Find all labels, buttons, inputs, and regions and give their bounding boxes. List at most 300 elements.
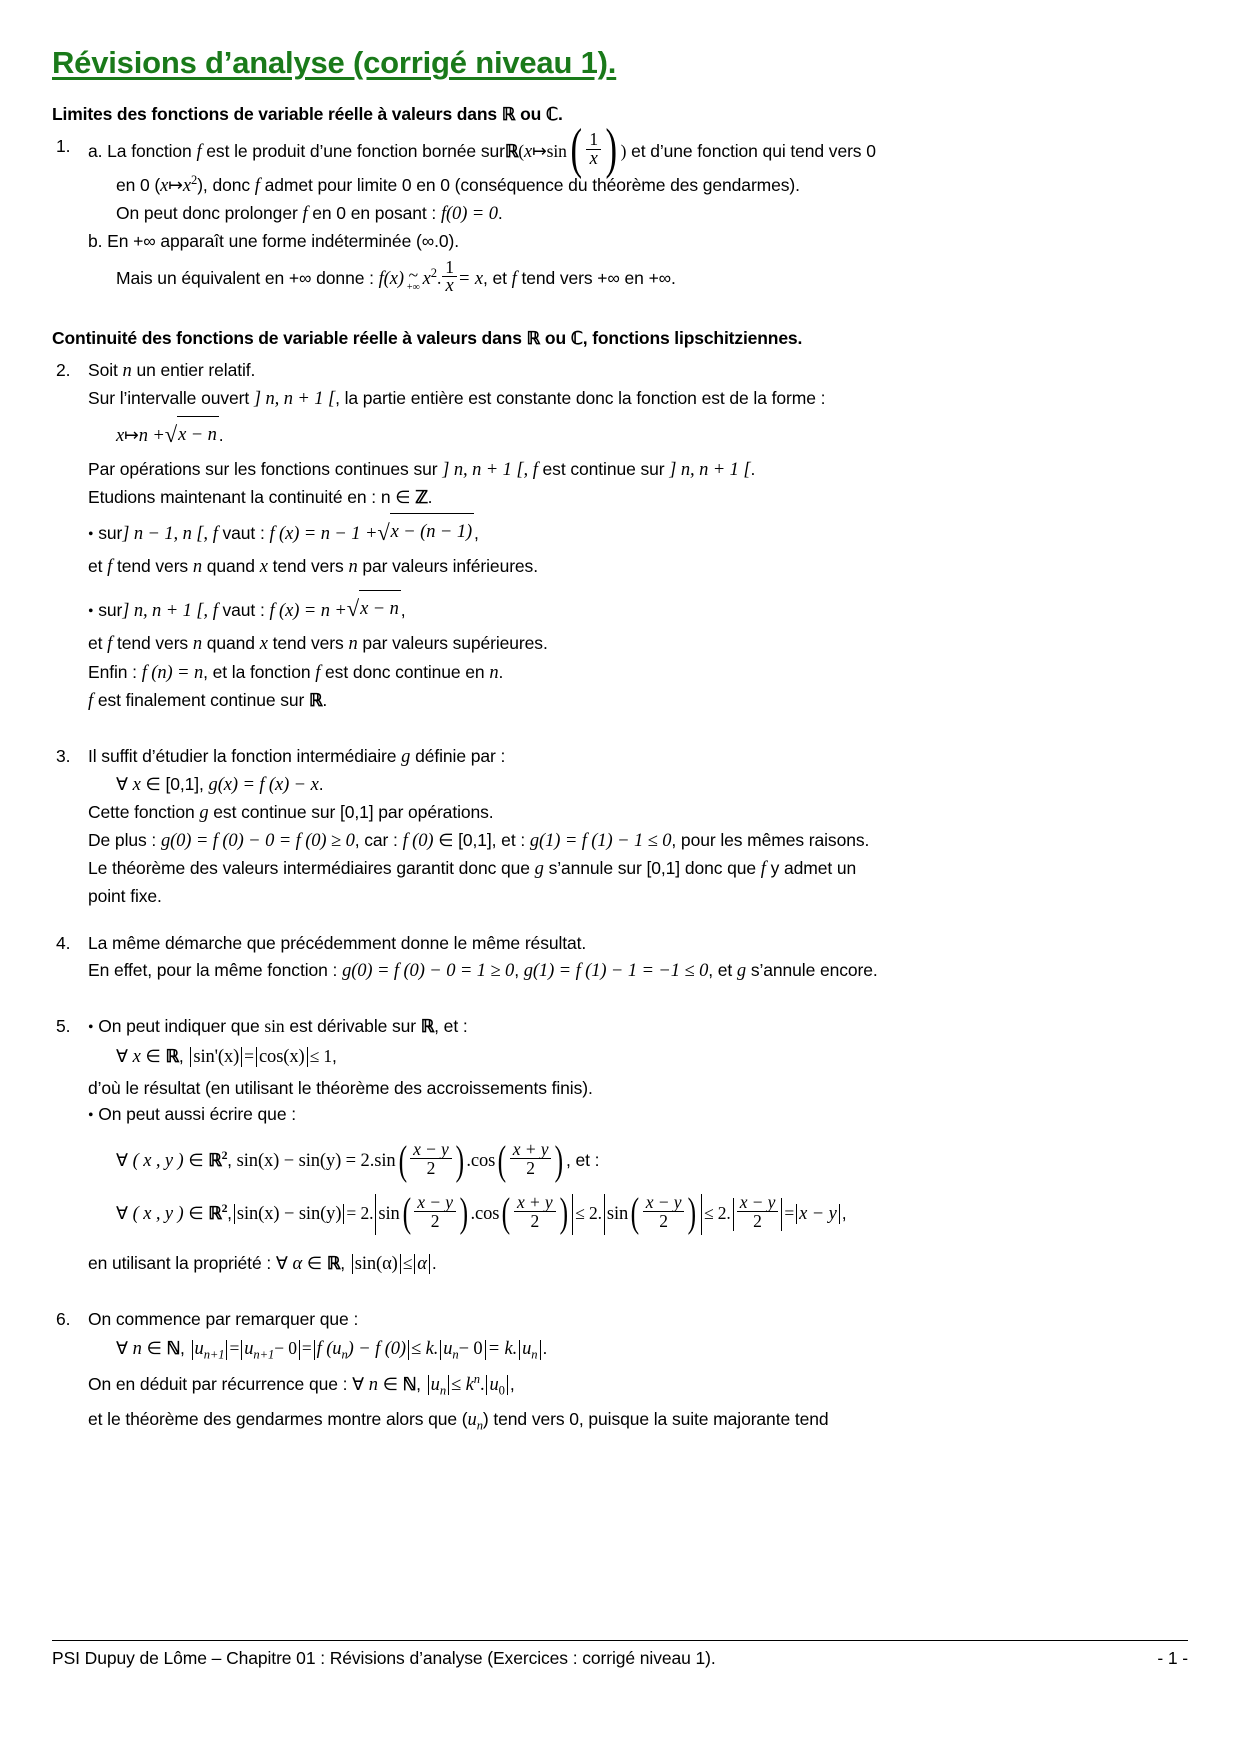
math-subscript: 0 <box>498 1383 505 1398</box>
math-u-n-plus-1 <box>194 1339 225 1363</box>
math-cos: .cos <box>470 1204 500 1225</box>
math-u: u <box>194 1339 204 1360</box>
math-set-R: ℝ <box>420 1015 435 1036</box>
math-in: ∈ <box>438 830 454 851</box>
fraction-numerator: 1 <box>442 258 457 277</box>
tilde-subscript: +∞ <box>406 282 420 293</box>
math-square-root <box>347 588 401 631</box>
math-f: f <box>532 459 538 480</box>
math-forall: ∀ <box>116 1338 128 1359</box>
text-fragment: . <box>542 1338 548 1359</box>
text-fragment: On en déduit par récurrence que : <box>88 1373 348 1394</box>
bullet-icon: • <box>88 602 94 620</box>
radical-icon: √ <box>377 519 390 545</box>
math-x-minus-y: x − y <box>799 1204 837 1225</box>
item-2-line-3 <box>88 413 1112 456</box>
math-equation-g1: g(1) = f (1) − 1 = −1 ≤ 0 <box>523 960 709 981</box>
math-f: f <box>212 600 218 621</box>
math-pair-xy: ( x , y ) <box>132 1204 184 1225</box>
item-3-line-4 <box>88 827 1112 855</box>
text-fragment: Par opérations sur les fonctions continues sur <box>88 458 438 479</box>
text-fragment: est finalement continue sur <box>97 689 305 710</box>
math-forall: ∀ <box>116 773 128 794</box>
item-6-line-4 <box>88 1403 1112 1438</box>
abs-bar-icon <box>485 1340 486 1360</box>
text-fragment: Soit <box>88 359 118 380</box>
text-fragment: , <box>227 1150 232 1171</box>
fraction-x-minus-y-over-2 <box>414 1193 456 1231</box>
math-forall: ∀ <box>116 1203 128 1224</box>
text-fragment: est donc continue en <box>325 661 485 682</box>
item-1a-line-3 <box>88 200 1112 228</box>
text-fragment: On peut donc prolonger <box>116 202 298 223</box>
math-x: x <box>116 426 125 447</box>
fraction-one-over-x <box>442 258 457 297</box>
text-fragment: , et la fonction <box>203 661 311 682</box>
math-n: n <box>192 557 202 578</box>
abs-bar-icon <box>604 1194 605 1234</box>
text-fragment: sur <box>98 599 123 620</box>
math-x-squared <box>182 172 198 196</box>
item-3-line-2 <box>88 771 1112 799</box>
abs-bar-icon <box>572 1194 573 1234</box>
math-mapsto: ↦ <box>124 425 139 446</box>
text-fragment: On peut aussi écrire que : <box>98 1104 296 1125</box>
item-number: 4. <box>56 932 71 953</box>
text-fragment: par valeurs supérieures. <box>362 633 548 654</box>
math-f: f <box>511 269 517 290</box>
text-fragment: De plus : <box>88 830 157 851</box>
text-fragment: tend vers <box>272 633 344 654</box>
math-f-un: f (u <box>316 1339 342 1360</box>
item-4-line-2 <box>88 957 1112 985</box>
text-fragment: , <box>340 1252 345 1273</box>
math-leq-k: ≤ k. <box>411 1339 439 1360</box>
math-u: u <box>522 1339 532 1360</box>
paren-close-icon: ) <box>605 118 618 181</box>
item-3-line-6: point fixe. <box>88 886 162 907</box>
text-fragment: . <box>318 773 324 794</box>
abs-bar-icon <box>448 1375 449 1395</box>
item-2-line-5 <box>88 484 1112 511</box>
math-set-R <box>208 1150 227 1170</box>
paren-open-icon: ( <box>402 1189 411 1236</box>
math-forall: ∀ <box>352 1373 365 1394</box>
item-number: 3. <box>56 745 71 766</box>
text-fragment: en 0 en posant : <box>312 202 437 223</box>
item-number: 2. <box>56 359 71 380</box>
abs-bar-icon <box>507 1375 508 1395</box>
item-5-bullet-1 <box>88 1013 1112 1040</box>
math-set-Z: ℤ <box>415 487 428 508</box>
math-comma: , <box>203 523 208 544</box>
paren-open-icon: ( <box>630 1189 640 1236</box>
math-u-n <box>467 1409 483 1433</box>
fraction-numerator: x − y <box>410 1140 452 1159</box>
text-fragment: est dérivable sur <box>289 1015 417 1036</box>
abs-bar-icon <box>190 1047 191 1067</box>
text-fragment: définie par : <box>415 745 506 766</box>
spacer <box>52 985 1112 1013</box>
radicand: x − n <box>359 590 401 627</box>
math-leq-2b: ≤ 2. <box>703 1203 731 1224</box>
item-3-line-1 <box>88 743 1112 771</box>
fraction-denominator: 2 <box>526 1158 535 1179</box>
fraction-x-plus-y-over-2 <box>510 1140 552 1178</box>
math-set-R: ℝ <box>309 689 323 710</box>
math-u-n <box>430 1374 447 1398</box>
math-forall: ∀ <box>116 1150 128 1171</box>
abs-bar-icon <box>796 1204 797 1224</box>
math-leq-1: ≤ 1 <box>309 1045 333 1066</box>
math-u: u <box>430 1374 440 1395</box>
math-equals: = <box>301 1338 312 1359</box>
math-sin: sin <box>606 1204 629 1225</box>
text-fragment: tend vers <box>272 556 344 577</box>
paren-close-icon: ) <box>459 1189 468 1236</box>
math-exponent: 2 <box>221 1201 228 1216</box>
math-sin: sin <box>264 1015 285 1036</box>
math-subscript: n <box>439 1383 447 1398</box>
math-equation-g1: g(1) = f (1) − 1 ≤ 0 <box>529 831 672 852</box>
text-fragment: En +∞ apparaît une forme indéterminée (∞.0). <box>107 230 459 251</box>
item-5-bullet-2 <box>88 1101 1112 1128</box>
document-content <box>52 44 1112 1438</box>
math-in: ∈ <box>306 1252 323 1273</box>
text-fragment: . <box>750 458 756 479</box>
page-title: Révisions d’analyse (corrigé niveau 1). <box>52 45 617 80</box>
math-minus-zero: − 0 <box>458 1339 483 1360</box>
math-set-R: ℝ <box>165 1045 179 1066</box>
bullet-icon: • <box>88 1107 94 1125</box>
math-n: n <box>489 662 499 683</box>
text-fragment: , et : <box>434 1015 468 1036</box>
text-fragment: tend vers <box>116 556 189 577</box>
fraction-x-minus-y-over-2 <box>643 1193 685 1231</box>
text-fragment: [0,1], <box>165 773 204 794</box>
section-heading-continuite: Continuité des fonctions de variable réelle à valeurs dans ℝ ou ℂ, fonctions lipschitziennes. <box>52 328 803 349</box>
math-leq: ≤ <box>402 1252 413 1273</box>
math-minus-zero: − 0 <box>274 1338 297 1359</box>
math-alpha: α <box>417 1253 427 1274</box>
item-2-bullet-2-cont <box>88 630 1112 658</box>
abs-bar-icon <box>486 1375 487 1395</box>
text-fragment: s’annule encore. <box>750 959 878 980</box>
math-fx: f(x) <box>378 269 404 290</box>
fraction-numerator: x − y <box>643 1193 685 1212</box>
math-n: n <box>122 360 132 381</box>
text-fragment: tend vers +∞ en +∞. <box>521 268 676 289</box>
math-minus-f0: ) − f (0) <box>347 1339 406 1360</box>
math-equals-x: = x <box>457 269 483 290</box>
math-set-N: ℕ <box>402 1373 417 1394</box>
bullet-icon: • <box>88 525 94 543</box>
item-1a-line-1 <box>88 118 1112 181</box>
math-n: n <box>192 634 202 655</box>
math-n: n <box>132 1339 142 1360</box>
item-6-line-3 <box>88 1368 1112 1403</box>
sublabel-b: b. <box>88 230 103 251</box>
abs-bar-icon <box>733 1198 734 1231</box>
fraction-denominator: x <box>589 148 598 169</box>
math-f: f <box>315 662 321 683</box>
math-u: u <box>443 1339 453 1360</box>
abs-bar-icon <box>781 1198 782 1231</box>
math-equation: f (x) = n + <box>269 600 347 621</box>
math-f: f <box>212 523 218 544</box>
math-equals: = <box>784 1203 795 1224</box>
footer-row <box>52 1648 1188 1669</box>
math-u: u <box>467 1409 477 1430</box>
text-fragment: , <box>509 1373 515 1394</box>
fraction-numerator: 1 <box>586 130 601 149</box>
abs-bar-icon <box>234 1204 235 1224</box>
text-fragment: par valeurs inférieures. <box>362 556 538 577</box>
fraction-denominator: 2 <box>430 1211 440 1232</box>
text-fragment: Le théorème des valeurs intermédiaires garantit donc que <box>88 858 530 879</box>
math-f: f <box>760 859 766 880</box>
item-2-bullet-1 <box>88 511 1112 554</box>
math-paren-open: ( <box>518 140 524 161</box>
text-fragment: Il suffit d’étudier la fonction intermédiaire <box>88 745 397 766</box>
exercise-item-5 <box>52 1013 1112 1278</box>
text-fragment: et <box>88 556 103 577</box>
math-u-n <box>522 1339 538 1363</box>
math-subscript: n+1 <box>253 1348 275 1363</box>
math-alpha: α <box>292 1253 303 1274</box>
footer-divider <box>52 1640 1188 1641</box>
math-subscript: n <box>341 1348 348 1363</box>
exercise-item-3 <box>52 743 1112 910</box>
math-equals-2: = 2. <box>346 1203 374 1224</box>
math-equals: = <box>229 1338 240 1359</box>
text-fragment: est le produit d’une fonction bornée sur <box>206 140 505 161</box>
text-fragment: tend vers <box>116 633 189 654</box>
fraction-numerator: x + y <box>510 1140 552 1159</box>
text-fragment: ), donc <box>197 174 250 195</box>
math-cos: .cos <box>466 1151 496 1172</box>
math-g: g <box>401 746 411 767</box>
item-2-line-7 <box>88 687 1112 715</box>
radicand: x − (n − 1) <box>390 513 474 550</box>
item-5-line-3: d’où le résultat (en utilisant le théorème des accroissements finis). <box>88 1077 593 1098</box>
abs-bar-icon <box>540 1340 541 1360</box>
abs-bar-icon <box>256 1047 257 1067</box>
math-interval: ] n, n + 1 [ <box>253 388 336 409</box>
abs-bar-icon <box>701 1194 702 1234</box>
text-fragment: Sur l’intervalle ouvert <box>88 387 250 408</box>
text-fragment: . <box>497 202 503 223</box>
abs-bar-icon <box>241 1047 242 1067</box>
item-5-line-4 <box>88 1250 1112 1278</box>
fraction-denominator: 2 <box>426 1158 436 1179</box>
math-set-R <box>208 1203 227 1223</box>
item-number: 1. <box>56 135 71 156</box>
text-fragment: en utilisant la propriété : <box>88 1252 272 1273</box>
text-fragment: , <box>178 1045 184 1066</box>
fraction-denominator: x <box>445 276 454 297</box>
math-x: x <box>132 1046 141 1067</box>
math-set-R-symbol: ℝ <box>208 1203 222 1224</box>
item-5-formula-1 <box>88 1136 1112 1188</box>
abs-bar-icon <box>343 1204 344 1224</box>
item-2-line-2 <box>88 385 1112 413</box>
text-fragment: , car : <box>354 830 398 851</box>
spacer <box>52 1278 1112 1306</box>
math-set-N: ℕ <box>166 1338 180 1359</box>
item-5-formula-2 <box>88 1188 1112 1242</box>
math-leq-k: ≤ k <box>451 1374 474 1395</box>
math-u-n-plus-1 <box>244 1339 275 1363</box>
abs-bar-icon <box>314 1340 315 1360</box>
math-subscript: n <box>452 1348 459 1363</box>
math-n: n <box>368 1374 378 1395</box>
math-g: g <box>534 859 544 880</box>
math-f: f <box>107 634 113 655</box>
radical-icon: √ <box>346 596 360 622</box>
text-fragment: Mais un équivalent en +∞ donne : <box>116 268 374 289</box>
math-mapsto: ↦ <box>168 174 183 195</box>
math-comma: , <box>523 459 528 480</box>
text-fragment: , <box>841 1203 847 1224</box>
math-n: n <box>348 634 358 655</box>
fraction-x-plus-y-over-2 <box>514 1193 556 1231</box>
math-x-squared <box>422 266 437 290</box>
text-fragment: Etudions maintenant la continuité en : n ∈ <box>88 487 411 508</box>
fraction-denominator: 2 <box>753 1211 762 1232</box>
abs-bar-icon <box>299 1340 300 1360</box>
abs-bar-icon <box>414 1254 415 1274</box>
fraction-denominator: 2 <box>659 1211 668 1232</box>
math-x-base: x <box>182 175 191 196</box>
math-x: x <box>523 141 533 162</box>
abs-bar-icon <box>400 1254 401 1274</box>
text-fragment: est continue sur [0,1] par opérations. <box>213 802 494 822</box>
text-fragment: y admet un <box>770 858 857 879</box>
math-x: x <box>132 774 141 795</box>
item-6-line-1: On commence par remarquer que : <box>88 1308 359 1329</box>
math-equation-g: g(x) = f (x) − x <box>208 774 319 795</box>
paren-open-icon: ( <box>398 1136 407 1183</box>
math-square-root <box>165 413 219 456</box>
math-interval: ] n, n + 1 [ <box>669 459 751 480</box>
text-fragment: admet pour limite 0 en 0 (conséquence du théorème des gendarmes). <box>264 174 800 195</box>
math-sin-derivative: sin'(x) <box>193 1046 240 1067</box>
math-sin: sin <box>378 1204 400 1225</box>
math-in: ∈ <box>145 773 161 794</box>
math-interval: ] n, n + 1 [ <box>442 459 524 480</box>
item-1b-line-1 <box>88 228 1112 255</box>
text-fragment: , la partie entière est constante donc la fonction est de la forme : <box>335 387 826 408</box>
page-number: - 1 - <box>1157 1648 1188 1668</box>
fraction-denominator: 2 <box>530 1211 540 1232</box>
text-fragment: , <box>514 959 519 980</box>
math-subscript: n <box>531 1348 538 1363</box>
section-heading-limites: Limites des fonctions de variable réelle à valeurs dans ℝ ou ℂ. <box>52 104 563 125</box>
math-x: x <box>259 634 268 655</box>
text-fragment: et <box>88 633 103 654</box>
spacer <box>88 1242 1112 1250</box>
text-fragment: sur <box>98 522 123 543</box>
paren-close-icon: ) <box>455 1136 464 1183</box>
paren-close-icon: ) <box>559 1189 568 1236</box>
item-1b-line-2 <box>88 256 1112 299</box>
exercise-item-4 <box>52 930 1112 985</box>
text-fragment: , et <box>708 959 733 980</box>
math-f: f <box>88 690 94 711</box>
math-exponent: n <box>473 1371 480 1386</box>
paren-open-icon: ( <box>497 1136 507 1183</box>
text-fragment: et d’une fonction qui tend vers 0 <box>631 140 876 161</box>
text-fragment: , <box>332 1045 337 1066</box>
item-2-line-1 <box>88 357 1112 385</box>
math-pair-xy: ( x , y ) <box>132 1151 184 1172</box>
item-2-bullet-2 <box>88 588 1112 631</box>
paren-open-icon: ( <box>501 1189 511 1236</box>
math-interval: ] n − 1, n [ <box>122 523 204 544</box>
item-5-line-2 <box>88 1040 1112 1075</box>
item-2-bullet-1-cont <box>88 553 1112 581</box>
math-cos: cos(x) <box>258 1046 305 1067</box>
math-in: ∈ <box>145 1045 161 1066</box>
math-f: f <box>107 557 113 578</box>
math-f: f <box>196 141 202 162</box>
item-number: 5. <box>56 1015 71 1036</box>
math-sin: sin <box>546 140 567 161</box>
spacer <box>88 1128 1112 1136</box>
abs-bar-icon <box>192 1340 193 1360</box>
text-fragment: vaut : <box>222 599 265 620</box>
text-fragment: un entier relatif. <box>136 359 256 380</box>
math-set-R: ℝ <box>326 1252 341 1273</box>
page-footer <box>52 1640 1188 1669</box>
text-fragment: quand <box>206 556 255 577</box>
math-equals: = <box>244 1045 254 1066</box>
math-leq-2: ≤ 2. <box>575 1203 602 1224</box>
text-fragment: . <box>218 425 224 446</box>
text-fragment: En effet, pour la même fonction : <box>88 959 338 980</box>
fraction-numerator: x − y <box>414 1193 456 1212</box>
spacer <box>52 910 1112 930</box>
exercise-item-6 <box>52 1306 1112 1438</box>
abs-bar-icon <box>428 1375 429 1395</box>
math-u-0 <box>489 1374 505 1398</box>
math-square-root <box>377 511 474 554</box>
text-fragment: en 0 ( <box>116 174 161 195</box>
text-fragment: On peut indiquer que <box>98 1015 260 1036</box>
math-x: x <box>160 175 169 196</box>
abs-bar-icon <box>307 1047 308 1067</box>
item-6-line-2 <box>88 1332 1112 1367</box>
text-fragment: La fonction <box>107 140 192 161</box>
text-fragment: quand <box>206 633 255 654</box>
item-4-line-1: La même démarche que précédemment donne le même résultat. <box>88 932 587 953</box>
math-subscript: n <box>476 1418 483 1433</box>
abs-bar-icon <box>839 1204 840 1224</box>
fraction-numerator: x − y <box>737 1193 779 1212</box>
math-paren-close: ) <box>620 140 627 161</box>
text-fragment: , <box>416 1373 421 1394</box>
item-1a-line-2 <box>88 172 1112 200</box>
sublabel-a: a. <box>88 140 103 161</box>
math-equation: f (x) = n − 1 + <box>269 523 378 544</box>
text-fragment: , pour les mêmes raisons. <box>671 830 870 851</box>
math-u: u <box>244 1339 254 1360</box>
math-exponent: 2 <box>190 172 198 187</box>
text-fragment: , et : <box>566 1150 600 1171</box>
text-fragment: . <box>431 1252 437 1273</box>
math-n: n <box>348 557 358 578</box>
